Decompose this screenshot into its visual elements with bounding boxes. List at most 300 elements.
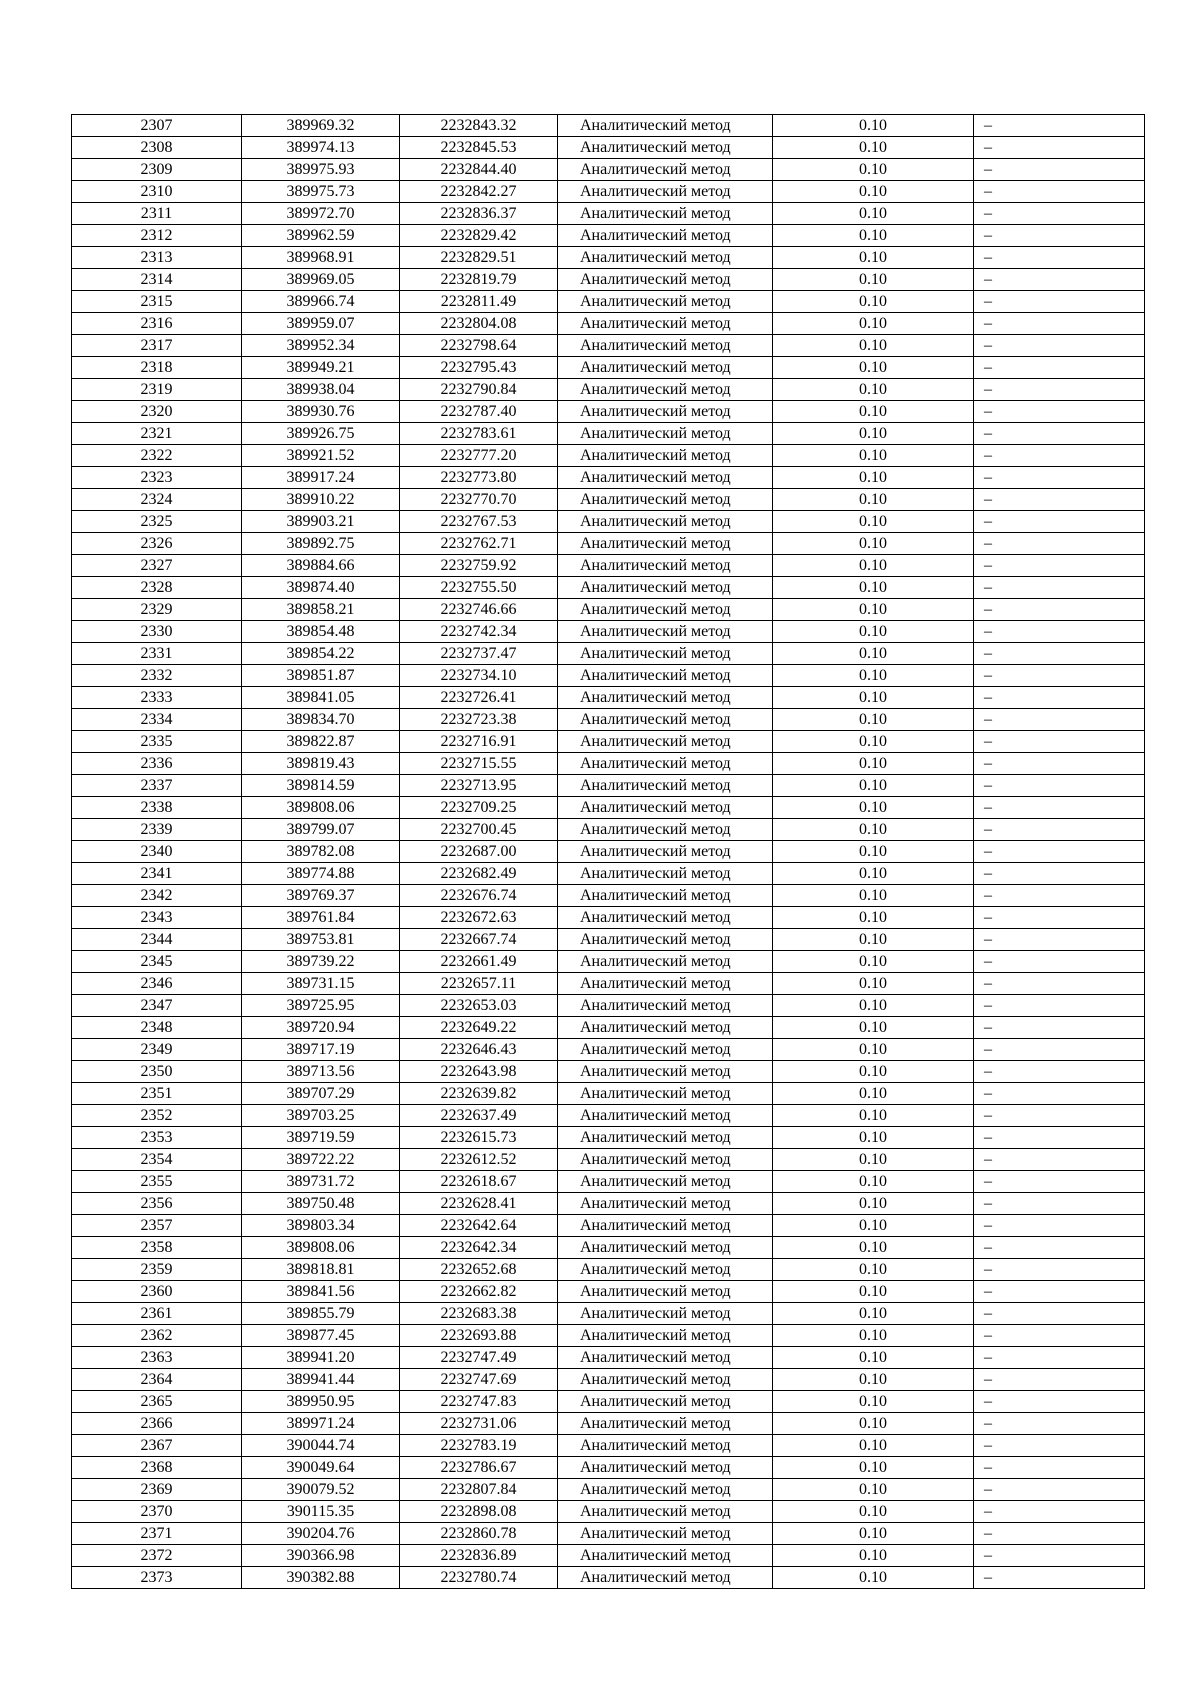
accuracy-cell: 0.10 (773, 159, 974, 181)
accuracy-cell: 0.10 (773, 115, 974, 137)
method-cell: Аналитический метод (558, 1193, 773, 1215)
point-number-cell: 2373 (72, 1567, 242, 1589)
table-row (72, 1457, 1145, 1479)
table-row (72, 665, 1145, 687)
accuracy-cell: 0.10 (773, 313, 974, 335)
table-row (72, 1017, 1145, 1039)
y-coordinate-cell: 2232836.37 (400, 203, 558, 225)
table-row (72, 1083, 1145, 1105)
x-coordinate-cell: 389725.95 (242, 995, 400, 1017)
x-coordinate-cell: 389903.21 (242, 511, 400, 533)
x-coordinate-cell: 389962.59 (242, 225, 400, 247)
y-coordinate-cell: 2232783.19 (400, 1435, 558, 1457)
method-cell: Аналитический метод (558, 687, 773, 709)
accuracy-cell: 0.10 (773, 687, 974, 709)
x-coordinate-cell: 389731.15 (242, 973, 400, 995)
accuracy-cell: 0.10 (773, 1325, 974, 1347)
accuracy-cell: 0.10 (773, 1105, 974, 1127)
accuracy-cell: 0.10 (773, 1523, 974, 1545)
y-coordinate-cell: 2232770.70 (400, 489, 558, 511)
x-coordinate-cell: 390044.74 (242, 1435, 400, 1457)
method-cell: Аналитический метод (558, 577, 773, 599)
point-number-cell: 2346 (72, 973, 242, 995)
note-cell: – (974, 1105, 1145, 1127)
point-number-cell: 2318 (72, 357, 242, 379)
note-cell: – (974, 885, 1145, 907)
point-number-cell: 2351 (72, 1083, 242, 1105)
method-cell: Аналитический метод (558, 137, 773, 159)
x-coordinate-cell: 389707.29 (242, 1083, 400, 1105)
accuracy-cell: 0.10 (773, 1281, 974, 1303)
y-coordinate-cell: 2232747.83 (400, 1391, 558, 1413)
method-cell: Аналитический метод (558, 599, 773, 621)
y-coordinate-cell: 2232726.41 (400, 687, 558, 709)
table-row (72, 1369, 1145, 1391)
table-row (72, 1479, 1145, 1501)
table-row (72, 511, 1145, 533)
accuracy-cell: 0.10 (773, 1171, 974, 1193)
method-cell: Аналитический метод (558, 1303, 773, 1325)
x-coordinate-cell: 389874.40 (242, 577, 400, 599)
point-number-cell: 2361 (72, 1303, 242, 1325)
point-number-cell: 2322 (72, 445, 242, 467)
y-coordinate-cell: 2232642.34 (400, 1237, 558, 1259)
method-cell: Аналитический метод (558, 1149, 773, 1171)
note-cell: – (974, 819, 1145, 841)
note-cell: – (974, 1215, 1145, 1237)
y-coordinate-cell: 2232780.74 (400, 1567, 558, 1589)
note-cell: – (974, 1171, 1145, 1193)
table-row (72, 1391, 1145, 1413)
note-cell: – (974, 225, 1145, 247)
point-number-cell: 2332 (72, 665, 242, 687)
method-cell: Аналитический метод (558, 929, 773, 951)
note-cell: – (974, 1479, 1145, 1501)
point-number-cell: 2342 (72, 885, 242, 907)
point-number-cell: 2356 (72, 1193, 242, 1215)
x-coordinate-cell: 389969.05 (242, 269, 400, 291)
note-cell: – (974, 379, 1145, 401)
accuracy-cell: 0.10 (773, 467, 974, 489)
method-cell: Аналитический метод (558, 1171, 773, 1193)
method-cell: Аналитический метод (558, 1325, 773, 1347)
method-cell: Аналитический метод (558, 533, 773, 555)
y-coordinate-cell: 2232672.63 (400, 907, 558, 929)
point-number-cell: 2328 (72, 577, 242, 599)
point-number-cell: 2311 (72, 203, 242, 225)
method-cell: Аналитический метод (558, 247, 773, 269)
note-cell: – (974, 467, 1145, 489)
accuracy-cell: 0.10 (773, 775, 974, 797)
table-row (72, 1237, 1145, 1259)
point-number-cell: 2325 (72, 511, 242, 533)
note-cell: – (974, 797, 1145, 819)
x-coordinate-cell: 389917.24 (242, 467, 400, 489)
accuracy-cell: 0.10 (773, 423, 974, 445)
accuracy-cell: 0.10 (773, 1479, 974, 1501)
table-row (72, 775, 1145, 797)
method-cell: Аналитический метод (558, 775, 773, 797)
point-number-cell: 2330 (72, 621, 242, 643)
x-coordinate-cell: 389808.06 (242, 797, 400, 819)
y-coordinate-cell: 2232657.11 (400, 973, 558, 995)
point-number-cell: 2360 (72, 1281, 242, 1303)
point-number-cell: 2352 (72, 1105, 242, 1127)
y-coordinate-cell: 2232661.49 (400, 951, 558, 973)
x-coordinate-cell: 389803.34 (242, 1215, 400, 1237)
note-cell: – (974, 1083, 1145, 1105)
accuracy-cell: 0.10 (773, 577, 974, 599)
y-coordinate-cell: 2232682.49 (400, 863, 558, 885)
point-number-cell: 2339 (72, 819, 242, 841)
y-coordinate-cell: 2232860.78 (400, 1523, 558, 1545)
note-cell: – (974, 291, 1145, 313)
table-row (72, 577, 1145, 599)
x-coordinate-cell: 389952.34 (242, 335, 400, 357)
method-cell: Аналитический метод (558, 1061, 773, 1083)
method-cell: Аналитический метод (558, 665, 773, 687)
table-row (72, 1259, 1145, 1281)
point-number-cell: 2326 (72, 533, 242, 555)
note-cell: – (974, 1303, 1145, 1325)
method-cell: Аналитический метод (558, 115, 773, 137)
table-row (72, 731, 1145, 753)
point-number-cell: 2358 (72, 1237, 242, 1259)
note-cell: – (974, 335, 1145, 357)
point-number-cell: 2349 (72, 1039, 242, 1061)
table-row (72, 489, 1145, 511)
x-coordinate-cell: 389910.22 (242, 489, 400, 511)
note-cell: – (974, 203, 1145, 225)
note-cell: – (974, 357, 1145, 379)
table-row (72, 1435, 1145, 1457)
point-number-cell: 2357 (72, 1215, 242, 1237)
note-cell: – (974, 1347, 1145, 1369)
method-cell: Аналитический метод (558, 1127, 773, 1149)
method-cell: Аналитический метод (558, 1215, 773, 1237)
point-number-cell: 2319 (72, 379, 242, 401)
table-row (72, 1325, 1145, 1347)
method-cell: Аналитический метод (558, 1457, 773, 1479)
coordinates-table (71, 114, 1145, 1589)
method-cell: Аналитический метод (558, 423, 773, 445)
x-coordinate-cell: 389774.88 (242, 863, 400, 885)
accuracy-cell: 0.10 (773, 643, 974, 665)
x-coordinate-cell: 389822.87 (242, 731, 400, 753)
point-number-cell: 2336 (72, 753, 242, 775)
accuracy-cell: 0.10 (773, 929, 974, 951)
coordinates-table-container (71, 114, 1144, 1589)
x-coordinate-cell: 389753.81 (242, 929, 400, 951)
method-cell: Аналитический метод (558, 159, 773, 181)
y-coordinate-cell: 2232676.74 (400, 885, 558, 907)
point-number-cell: 2323 (72, 467, 242, 489)
table-row (72, 621, 1145, 643)
y-coordinate-cell: 2232767.53 (400, 511, 558, 533)
note-cell: – (974, 181, 1145, 203)
note-cell: – (974, 1039, 1145, 1061)
note-cell: – (974, 137, 1145, 159)
note-cell: – (974, 1523, 1145, 1545)
y-coordinate-cell: 2232842.27 (400, 181, 558, 203)
point-number-cell: 2353 (72, 1127, 242, 1149)
y-coordinate-cell: 2232898.08 (400, 1501, 558, 1523)
table-row (72, 863, 1145, 885)
accuracy-cell: 0.10 (773, 511, 974, 533)
accuracy-cell: 0.10 (773, 1017, 974, 1039)
y-coordinate-cell: 2232795.43 (400, 357, 558, 379)
accuracy-cell: 0.10 (773, 335, 974, 357)
y-coordinate-cell: 2232639.82 (400, 1083, 558, 1105)
x-coordinate-cell: 389739.22 (242, 951, 400, 973)
method-cell: Аналитический метод (558, 841, 773, 863)
x-coordinate-cell: 389719.59 (242, 1127, 400, 1149)
x-coordinate-cell: 389921.52 (242, 445, 400, 467)
y-coordinate-cell: 2232662.82 (400, 1281, 558, 1303)
x-coordinate-cell: 389972.70 (242, 203, 400, 225)
note-cell: – (974, 159, 1145, 181)
method-cell: Аналитический метод (558, 291, 773, 313)
accuracy-cell: 0.10 (773, 357, 974, 379)
accuracy-cell: 0.10 (773, 269, 974, 291)
accuracy-cell: 0.10 (773, 181, 974, 203)
x-coordinate-cell: 389854.22 (242, 643, 400, 665)
point-number-cell: 2354 (72, 1149, 242, 1171)
x-coordinate-cell: 389884.66 (242, 555, 400, 577)
y-coordinate-cell: 2232804.08 (400, 313, 558, 335)
point-number-cell: 2355 (72, 1171, 242, 1193)
note-cell: – (974, 1501, 1145, 1523)
note-cell: – (974, 907, 1145, 929)
x-coordinate-cell: 389799.07 (242, 819, 400, 841)
table-row (72, 709, 1145, 731)
method-cell: Аналитический метод (558, 1413, 773, 1435)
note-cell: – (974, 665, 1145, 687)
point-number-cell: 2334 (72, 709, 242, 731)
point-number-cell: 2363 (72, 1347, 242, 1369)
x-coordinate-cell: 389930.76 (242, 401, 400, 423)
method-cell: Аналитический метод (558, 1479, 773, 1501)
method-cell: Аналитический метод (558, 379, 773, 401)
y-coordinate-cell: 2232652.68 (400, 1259, 558, 1281)
point-number-cell: 2321 (72, 423, 242, 445)
accuracy-cell: 0.10 (773, 1369, 974, 1391)
table-row (72, 1501, 1145, 1523)
y-coordinate-cell: 2232653.03 (400, 995, 558, 1017)
note-cell: – (974, 1369, 1145, 1391)
method-cell: Аналитический метод (558, 1017, 773, 1039)
x-coordinate-cell: 390382.88 (242, 1567, 400, 1589)
table-row (72, 379, 1145, 401)
x-coordinate-cell: 389971.24 (242, 1413, 400, 1435)
x-coordinate-cell: 389941.20 (242, 1347, 400, 1369)
y-coordinate-cell: 2232755.50 (400, 577, 558, 599)
method-cell: Аналитический метод (558, 357, 773, 379)
x-coordinate-cell: 389892.75 (242, 533, 400, 555)
note-cell: – (974, 533, 1145, 555)
point-number-cell: 2364 (72, 1369, 242, 1391)
accuracy-cell: 0.10 (773, 1435, 974, 1457)
accuracy-cell: 0.10 (773, 995, 974, 1017)
note-cell: – (974, 929, 1145, 951)
accuracy-cell: 0.10 (773, 1567, 974, 1589)
note-cell: – (974, 1061, 1145, 1083)
accuracy-cell: 0.10 (773, 1193, 974, 1215)
point-number-cell: 2312 (72, 225, 242, 247)
method-cell: Аналитический метод (558, 1523, 773, 1545)
note-cell: – (974, 1237, 1145, 1259)
table-row (72, 1149, 1145, 1171)
note-cell: – (974, 511, 1145, 533)
method-cell: Аналитический метод (558, 489, 773, 511)
y-coordinate-cell: 2232693.88 (400, 1325, 558, 1347)
method-cell: Аналитический метод (558, 907, 773, 929)
x-coordinate-cell: 390366.98 (242, 1545, 400, 1567)
accuracy-cell: 0.10 (773, 599, 974, 621)
method-cell: Аналитический метод (558, 1545, 773, 1567)
method-cell: Аналитический метод (558, 863, 773, 885)
table-row (72, 137, 1145, 159)
accuracy-cell: 0.10 (773, 379, 974, 401)
y-coordinate-cell: 2232642.64 (400, 1215, 558, 1237)
point-number-cell: 2331 (72, 643, 242, 665)
point-number-cell: 2345 (72, 951, 242, 973)
table-row (72, 313, 1145, 335)
y-coordinate-cell: 2232723.38 (400, 709, 558, 731)
x-coordinate-cell: 389761.84 (242, 907, 400, 929)
note-cell: – (974, 1391, 1145, 1413)
accuracy-cell: 0.10 (773, 731, 974, 753)
point-number-cell: 2341 (72, 863, 242, 885)
point-number-cell: 2314 (72, 269, 242, 291)
x-coordinate-cell: 389703.25 (242, 1105, 400, 1127)
x-coordinate-cell: 389858.21 (242, 599, 400, 621)
y-coordinate-cell: 2232734.10 (400, 665, 558, 687)
accuracy-cell: 0.10 (773, 225, 974, 247)
x-coordinate-cell: 389949.21 (242, 357, 400, 379)
x-coordinate-cell: 389720.94 (242, 1017, 400, 1039)
y-coordinate-cell: 2232646.43 (400, 1039, 558, 1061)
x-coordinate-cell: 389808.06 (242, 1237, 400, 1259)
accuracy-cell: 0.10 (773, 841, 974, 863)
y-coordinate-cell: 2232643.98 (400, 1061, 558, 1083)
accuracy-cell: 0.10 (773, 885, 974, 907)
method-cell: Аналитический метод (558, 269, 773, 291)
x-coordinate-cell: 389834.70 (242, 709, 400, 731)
table-row (72, 357, 1145, 379)
y-coordinate-cell: 2232819.79 (400, 269, 558, 291)
x-coordinate-cell: 389877.45 (242, 1325, 400, 1347)
x-coordinate-cell: 389966.74 (242, 291, 400, 313)
y-coordinate-cell: 2232747.49 (400, 1347, 558, 1369)
note-cell: – (974, 775, 1145, 797)
point-number-cell: 2315 (72, 291, 242, 313)
x-coordinate-cell: 389975.93 (242, 159, 400, 181)
y-coordinate-cell: 2232811.49 (400, 291, 558, 313)
x-coordinate-cell: 390079.52 (242, 1479, 400, 1501)
table-row (72, 951, 1145, 973)
x-coordinate-cell: 389851.87 (242, 665, 400, 687)
x-coordinate-cell: 389938.04 (242, 379, 400, 401)
x-coordinate-cell: 389854.48 (242, 621, 400, 643)
table-row (72, 1039, 1145, 1061)
table-row (72, 841, 1145, 863)
method-cell: Аналитический метод (558, 1567, 773, 1589)
note-cell: – (974, 555, 1145, 577)
point-number-cell: 2347 (72, 995, 242, 1017)
point-number-cell: 2359 (72, 1259, 242, 1281)
method-cell: Аналитический метод (558, 511, 773, 533)
y-coordinate-cell: 2232844.40 (400, 159, 558, 181)
accuracy-cell: 0.10 (773, 533, 974, 555)
x-coordinate-cell: 390115.35 (242, 1501, 400, 1523)
accuracy-cell: 0.10 (773, 621, 974, 643)
method-cell: Аналитический метод (558, 643, 773, 665)
table-row (72, 269, 1145, 291)
point-number-cell: 2333 (72, 687, 242, 709)
note-cell: – (974, 621, 1145, 643)
note-cell: – (974, 687, 1145, 709)
y-coordinate-cell: 2232829.51 (400, 247, 558, 269)
method-cell: Аналитический метод (558, 203, 773, 225)
point-number-cell: 2324 (72, 489, 242, 511)
accuracy-cell: 0.10 (773, 907, 974, 929)
table-row (72, 1171, 1145, 1193)
accuracy-cell: 0.10 (773, 1457, 974, 1479)
x-coordinate-cell: 389818.81 (242, 1259, 400, 1281)
table-row (72, 1303, 1145, 1325)
y-coordinate-cell: 2232777.20 (400, 445, 558, 467)
y-coordinate-cell: 2232687.00 (400, 841, 558, 863)
point-number-cell: 2310 (72, 181, 242, 203)
accuracy-cell: 0.10 (773, 1259, 974, 1281)
accuracy-cell: 0.10 (773, 1127, 974, 1149)
table-row (72, 973, 1145, 995)
coordinates-table-body (72, 115, 1145, 1589)
accuracy-cell: 0.10 (773, 137, 974, 159)
point-number-cell: 2337 (72, 775, 242, 797)
note-cell: – (974, 1017, 1145, 1039)
point-number-cell: 2367 (72, 1435, 242, 1457)
y-coordinate-cell: 2232829.42 (400, 225, 558, 247)
note-cell: – (974, 1259, 1145, 1281)
note-cell: – (974, 445, 1145, 467)
x-coordinate-cell: 389841.05 (242, 687, 400, 709)
y-coordinate-cell: 2232747.69 (400, 1369, 558, 1391)
note-cell: – (974, 1281, 1145, 1303)
x-coordinate-cell: 389841.56 (242, 1281, 400, 1303)
note-cell: – (974, 1435, 1145, 1457)
point-number-cell: 2307 (72, 115, 242, 137)
point-number-cell: 2369 (72, 1479, 242, 1501)
table-row (72, 225, 1145, 247)
table-row (72, 929, 1145, 951)
accuracy-cell: 0.10 (773, 247, 974, 269)
accuracy-cell: 0.10 (773, 445, 974, 467)
note-cell: – (974, 863, 1145, 885)
point-number-cell: 2317 (72, 335, 242, 357)
note-cell: – (974, 115, 1145, 137)
y-coordinate-cell: 2232615.73 (400, 1127, 558, 1149)
table-row (72, 203, 1145, 225)
accuracy-cell: 0.10 (773, 291, 974, 313)
method-cell: Аналитический метод (558, 335, 773, 357)
accuracy-cell: 0.10 (773, 709, 974, 731)
x-coordinate-cell: 389974.13 (242, 137, 400, 159)
x-coordinate-cell: 389950.95 (242, 1391, 400, 1413)
x-coordinate-cell: 389941.44 (242, 1369, 400, 1391)
accuracy-cell: 0.10 (773, 1039, 974, 1061)
